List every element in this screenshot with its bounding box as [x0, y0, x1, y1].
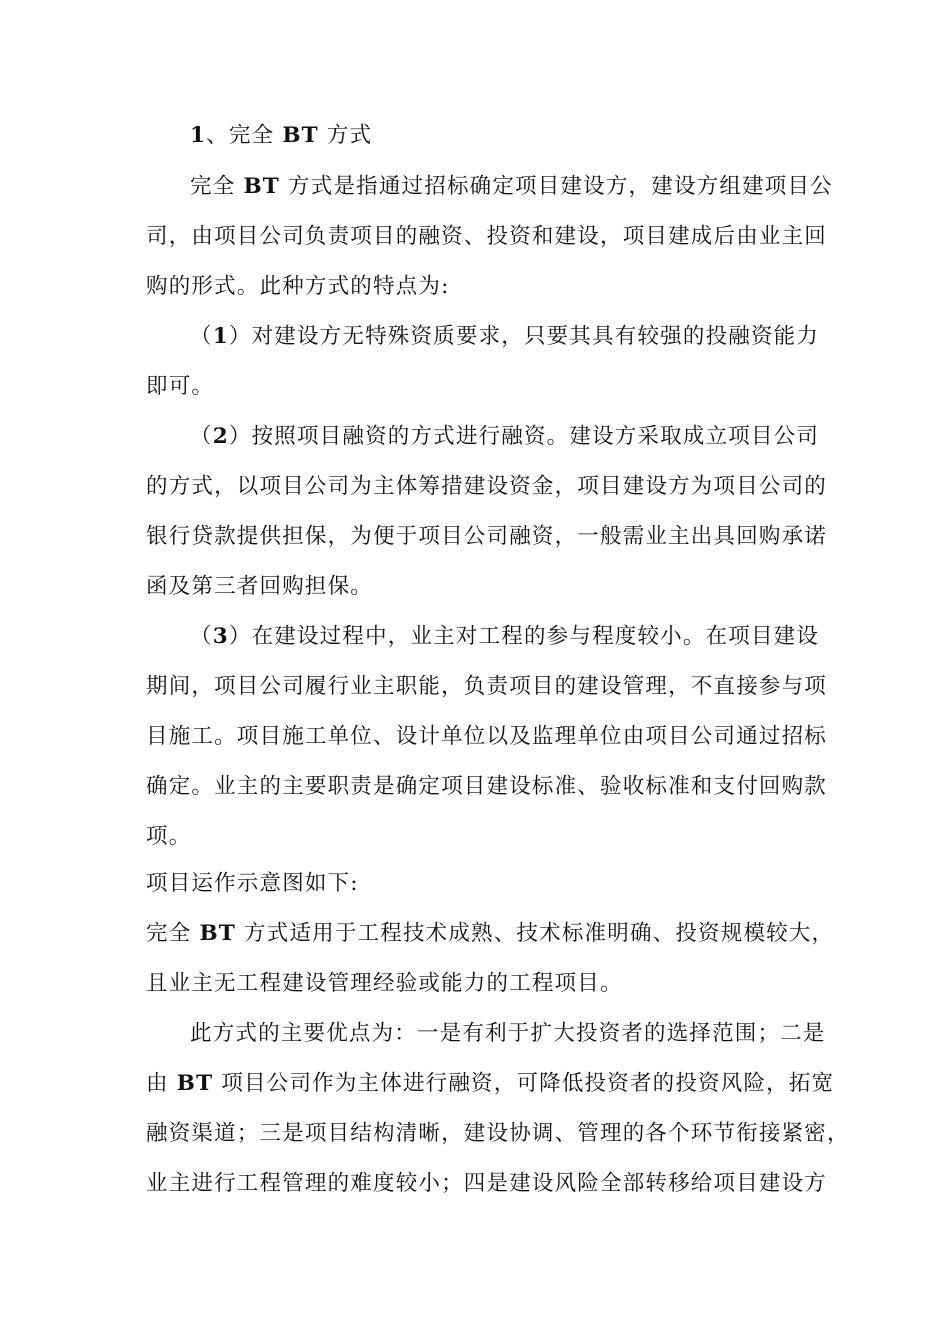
paragraph-line: （1）对建设方无特殊资质要求，只要其具有较强的投融资能力 — [190, 324, 820, 349]
paragraph-line: 即可。 — [146, 374, 215, 399]
paragraph-line: 函及第三者回购担保。 — [146, 574, 374, 599]
paragraph-line: 银行贷款提供担保，为便于项目公司融资，一般需业主出具回购承诺 — [146, 524, 828, 549]
paragraph-line: 确定。业主的主要职责是确定项目建设标准、验收标准和支付回购款 — [146, 774, 828, 799]
paragraph-line: （3）在建设过程中，业主对工程的参与程度较小。在项目建设 — [190, 624, 820, 649]
paragraph-line: 项目运作示意图如下: — [146, 871, 359, 896]
paragraph-line: 的方式，以项目公司为主体筹措建设资金，项目建设方为项目公司的 — [146, 474, 828, 499]
section-heading: 1、完全 BT 方式 — [190, 123, 373, 148]
paragraph-line: 目施工。项目施工单位、设计单位以及监理单位由项目公司通过招标 — [146, 724, 828, 749]
paragraph-line: 且业主无工程建设管理经验或能力的工程项目。 — [146, 971, 623, 996]
paragraph-line: 完全 BT 方式适用于工程技术成熟、技术标准明确、投资规模较大， — [146, 921, 835, 946]
paragraph-line: 融资渠道；三是项目结构清晰，建设协调、管理的各个环节衔接紧密， — [146, 1121, 850, 1146]
paragraph-line: （2）按照项目融资的方式进行融资。建设方采取成立项目公司 — [190, 424, 820, 449]
paragraph-line: 购的形式。此种方式的特点为: — [146, 274, 450, 299]
paragraph-line: 由 BT 项目公司作为主体进行融资，可降低投资者的投资风险，拓宽 — [146, 1071, 835, 1096]
paragraph-line: 业主进行工程管理的难度较小；四是建设风险全部转移给项目建设方 — [146, 1171, 828, 1196]
paragraph-line: 司，由项目公司负责项目的融资、投资和建设，项目建成后由业主回 — [146, 224, 828, 249]
paragraph-line: 完全 BT 方式是指通过招标确定项目建设方，建设方组建项目公 — [190, 174, 833, 199]
paragraph-line: 项。 — [146, 824, 192, 849]
paragraph-line: 此方式的主要优点为：一是有利于扩大投资者的选择范围；二是 — [190, 1021, 826, 1046]
paragraph-line: 期间，项目公司履行业主职能，负责项目的建设管理，不直接参与项 — [146, 674, 828, 699]
